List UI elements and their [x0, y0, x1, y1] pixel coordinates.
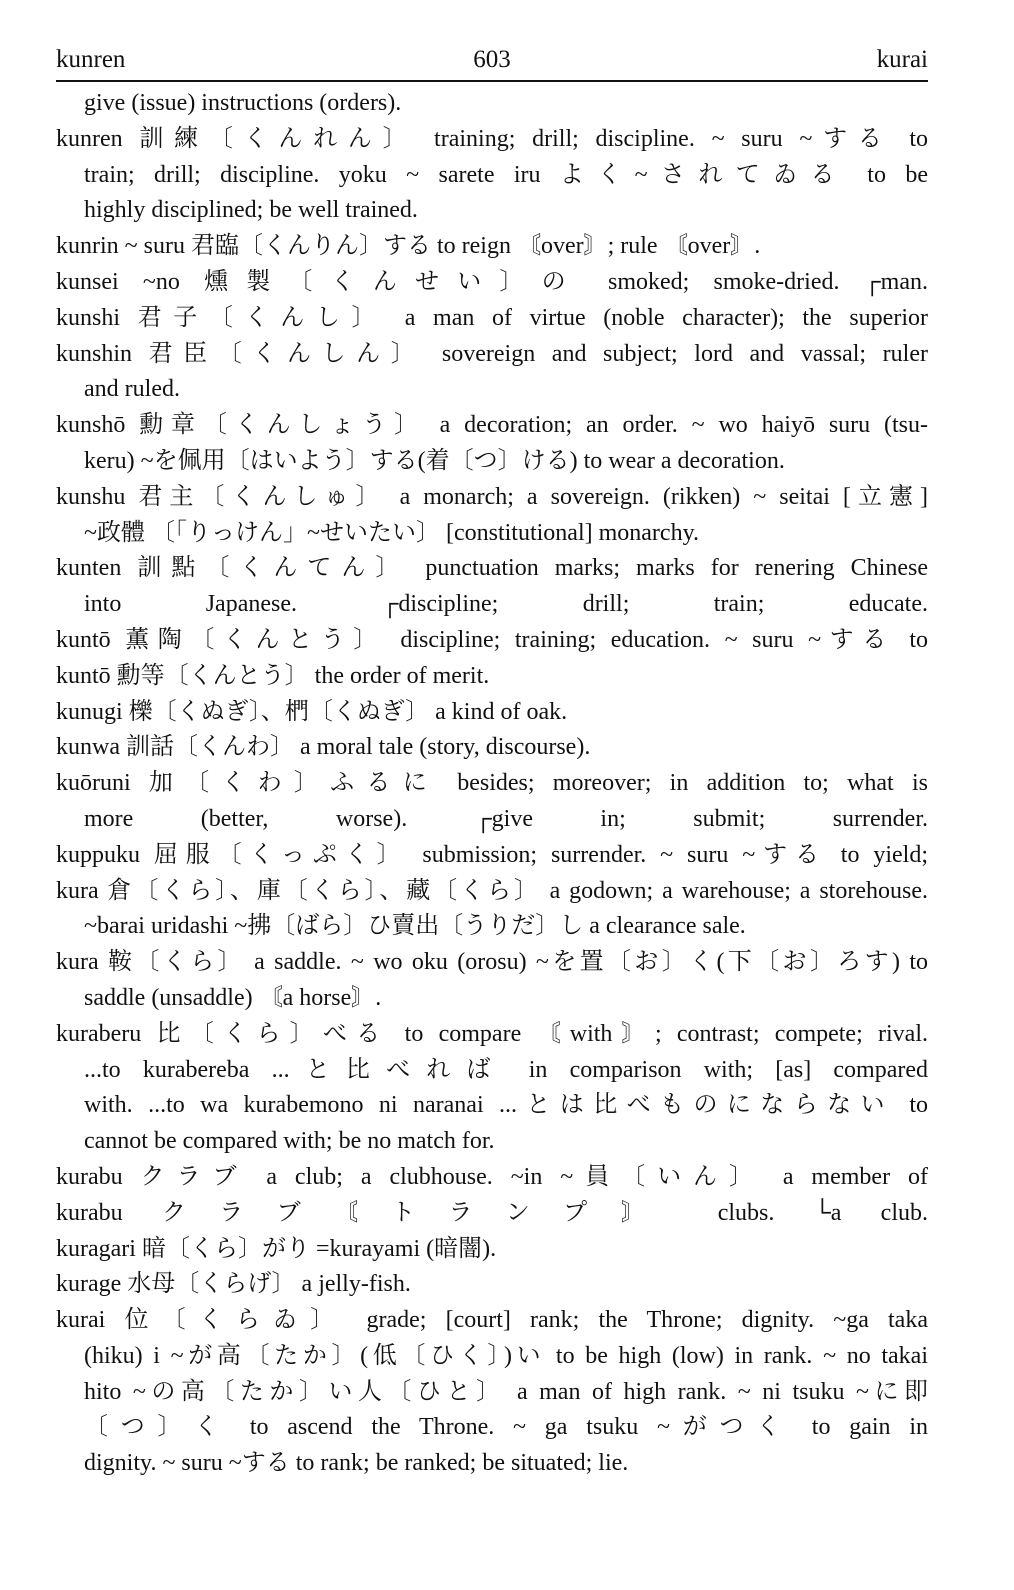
page-number: 603 — [473, 46, 511, 73]
entry-line: ~政體 〔「りっけん」~せいたい〕 [constitutional] monarchy. — [84, 519, 700, 546]
entry-line: give (issue) instructions (orders). — [84, 90, 402, 116]
header-right-guide-word: kurai — [876, 46, 928, 73]
entry-line: kurabu クラブ〘トランプ〙 clubs. └a club. — [56, 1199, 928, 1226]
entry-line: kunsei ~no 燻製〔くんせい〕の smoked; smoke-dried. ┌man. — [56, 268, 928, 295]
entry-line: kunshi 君子〔くんし〕 a man of virtue (noble character); the superior — [56, 304, 928, 331]
entry-line: kuppuku 屈服〔くっぷく〕 submission; surrender. ~ suru ~する to yield; — [56, 841, 928, 868]
entry-line: kunshin 君臣〔くんしん〕 sovereign and subject; lord and vassal; ruler — [56, 340, 928, 367]
entry-line: with. ...to wa kurabemono ni naranai ...とは比べものにならない to — [84, 1092, 928, 1119]
entry-line: saddle (unsaddle) 〘a horse〙. — [84, 984, 382, 1011]
entry-line: kunten 訓點〔くんてん〕 punctuation marks; marks for renering Chinese — [56, 555, 928, 582]
entry-line: kunwa 訓話〔くんわ〕 a moral tale (story, discourse). — [56, 734, 591, 761]
entry-line: kunren 訓練〔くんれん〕 training; drill; discipline. ~ suru ~する to — [56, 125, 928, 152]
entry-line: and ruled. — [84, 376, 180, 403]
entry-line: kuōruni 加〔くわ〕ふるに besides; moreover; in addition to; what is — [56, 770, 928, 797]
entry-line: 〔つ〕く to ascend the Throne. ~ ga tsuku ~がつく to gain in — [84, 1414, 928, 1441]
entry-line: dignity. ~ suru ~する to rank; be ranked; be situated; lie. — [84, 1450, 629, 1477]
entry-line: more (better, worse). ┌give in; submit; surrender. — [84, 805, 928, 832]
entry-line: kunshō 勳章〔くんしょう〕 a decoration; an order. ~ wo haiyō suru (tsu- — [56, 412, 928, 439]
entry-line: kuragari 暗〔くら〕がり =kurayami (暗闇). — [56, 1235, 497, 1262]
entry-line: kurai 位〔くらゐ〕 grade; [court] rank; the Throne; dignity. ~ga taka — [56, 1307, 928, 1334]
entry-line: kunrin ~ suru 君臨〔くんりん〕する to reign 〘over〙; rule 〘over〙. — [56, 233, 761, 260]
entry-line: kura 鞍〔くら〕 a saddle. ~ wo oku (orosu) ~を置〔お〕く(下〔お〕ろす) to — [56, 949, 928, 976]
entry-line: into Japanese. ┌discipline; drill; train; educate. — [84, 591, 928, 618]
entry-line: hito ~の高〔たか〕い人〔ひと〕 a man of high rank. ~ ni tsuku ~に即 — [84, 1378, 928, 1405]
entry-line: ~barai uridashi ~拂〔ばら〕ひ賣出〔うりだ〕し a clearance sale. — [84, 913, 746, 940]
entry-line: kura 倉〔くら〕、庫〔くら〕、藏〔くら〕 a godown; a warehouse; a storehouse. — [56, 877, 928, 904]
page-header — [56, 40, 928, 82]
entry-line: train; drill; discipline. yoku ~ sarete iru よく~されてゐる to be — [84, 161, 928, 188]
entry-line: highly disciplined; be well trained. — [84, 197, 418, 224]
entry-line: cannot be compared with; be no match for. — [84, 1128, 495, 1155]
entry-line: keru) ~を佩用〔はいよう〕する(着〔つ〕ける) to wear a decoration. — [84, 447, 785, 474]
entry-line: kurabu クラブ a club; a clubhouse. ~in ~員〔いん〕 a member of — [56, 1163, 928, 1190]
entry-line: kurage 水母〔くらげ〕 a jelly-fish. — [56, 1271, 411, 1298]
entry-line: kunshu 君主〔くんしゅ〕 a monarch; a sovereign. (rikken) ~ seitai [立憲] — [56, 483, 928, 510]
entry-line: kunugi 櫟〔くぬぎ〕、椚〔くぬぎ〕 a kind of oak. — [56, 698, 568, 725]
entry-line: ...to kurabereba ...と比べれば in comparison with; [as] compared — [84, 1056, 928, 1083]
entry-line: kuntō 勳等〔くんとう〕 the order of merit. — [56, 662, 490, 689]
entry-line: kuntō 薫陶〔くんとう〕 discipline; training; education. ~ suru ~する to — [56, 626, 928, 653]
entry-list — [56, 86, 928, 1482]
entry-line: (hiku) i ~が高〔たか〕(低〔ひく〕)い to be high (low) in rank. ~ no takai — [84, 1342, 928, 1369]
dictionary-page — [56, 40, 928, 1482]
header-left-guide-word: kunren — [56, 46, 126, 73]
entry-line: kuraberu 比〔くら〕べる to compare 〘with〙; contrast; compete; rival. — [56, 1020, 928, 1047]
